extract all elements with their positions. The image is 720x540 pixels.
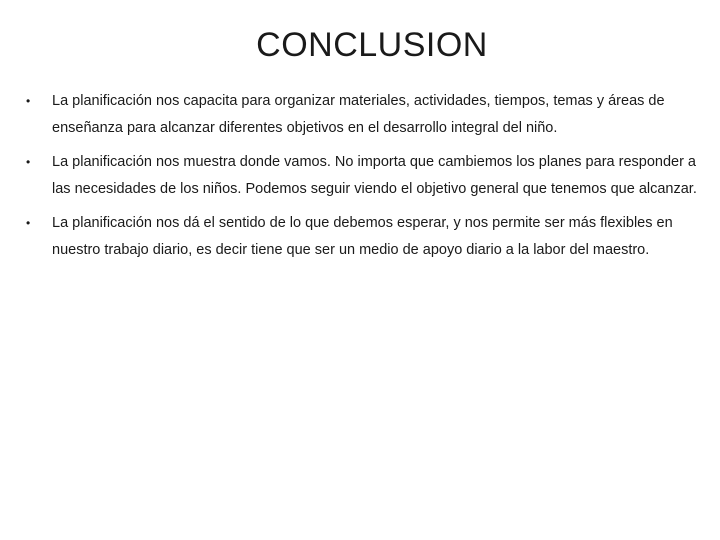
bullet-icon: • xyxy=(26,155,31,169)
bullet-list xyxy=(0,88,720,271)
bullet-text: La planificación nos muestra donde vamos. No importa que cambiemos los planes para responder a las necesidades de los niños. Podemos seguir viendo el objetivo general que tenemos que alcanzar. xyxy=(52,154,697,197)
bullet-text: La planificación nos capacita para organizar materiales, actividades, tiempos, temas y áreas de enseñanza para alcanzar diferentes objetivos en el desarrollo integral del niño. xyxy=(52,93,665,136)
bullet-icon: • xyxy=(26,94,31,108)
bullet-icon: • xyxy=(26,216,31,230)
slide-title: CONCLUSION xyxy=(256,26,488,64)
bullet-text: La planificación nos dá el sentido de lo que debemos esperar, y nos permite ser más flexibles en nuestro trabajo diario, es decir tiene que ser un medio de apoyo diario a la labor del maestro. xyxy=(52,215,673,258)
bullet-item xyxy=(0,149,720,203)
bullet-item xyxy=(0,88,720,142)
bullet-item xyxy=(0,210,720,264)
